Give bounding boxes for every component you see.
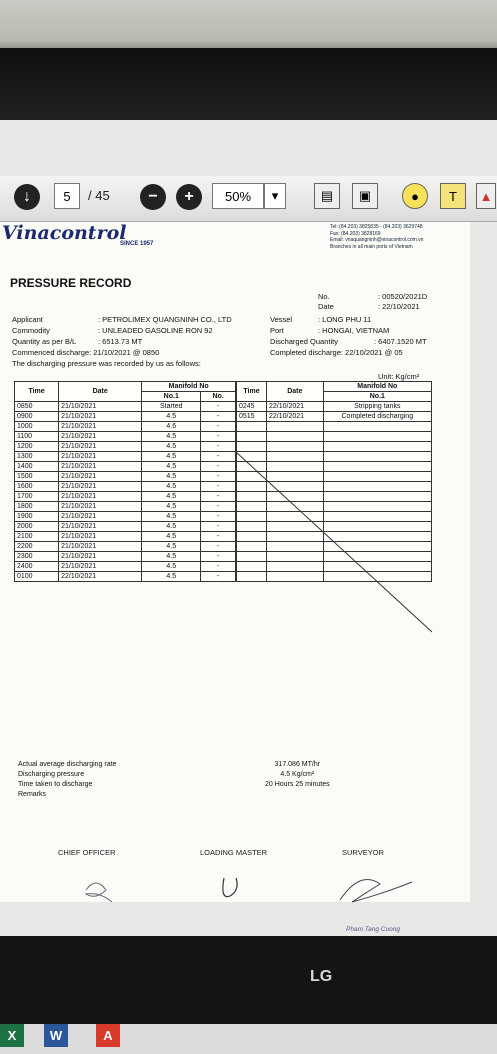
remarks-label: Remarks (18, 791, 47, 798)
document-title: PRESSURE RECORD (10, 276, 132, 290)
page-total: / 45 (88, 188, 110, 203)
table-cell: - (201, 442, 236, 452)
commodity-value: : UNLEADED GASOLINE RON 92 (98, 326, 213, 335)
no-value: : 00520/2021D (378, 292, 428, 301)
col-no1: No.1 (142, 392, 201, 402)
completed-discharge: Completed discharge: 22/10/2021 @ 05 (270, 348, 403, 357)
col-date-right: Date (267, 382, 324, 402)
table-cell: - (201, 522, 236, 532)
table-cell: 2200 (15, 542, 59, 552)
table-cell: 4.5 (142, 512, 201, 522)
summary-labels (18, 760, 116, 800)
table-cell: 21/10/2021 (59, 402, 142, 412)
table-cell: 1200 (15, 442, 59, 452)
table-row (15, 492, 236, 502)
table-cell (237, 432, 267, 442)
table-cell: 0900 (15, 412, 59, 422)
fit-width-icon[interactable]: ▣ (352, 183, 378, 209)
acrobat-icon[interactable]: A (96, 1023, 120, 1047)
typewriter-icon[interactable]: T (440, 183, 466, 209)
commenced-discharge: Commenced discharge: 21/10/2021 @ 0850 (12, 348, 160, 357)
chief-officer-label: CHIEF OFFICER (58, 848, 116, 857)
table-row (15, 482, 236, 492)
table-row (237, 422, 432, 432)
surveyor-label: SURVEYOR (342, 848, 384, 857)
table-row (15, 442, 236, 452)
table-cell: 21/10/2021 (59, 512, 142, 522)
table-row (237, 432, 432, 442)
table-cell: - (201, 502, 236, 512)
table-row (237, 402, 432, 412)
table-cell: 21/10/2021 (59, 412, 142, 422)
table-cell (323, 422, 431, 432)
table-cell: 22/10/2021 (267, 402, 324, 412)
comment-icon[interactable]: ● (402, 183, 428, 209)
table-cell: 4.5 (142, 502, 201, 512)
table-cell: 4.5 (142, 542, 201, 552)
table-cell (237, 422, 267, 432)
logo-since: SINCE 1957 (120, 241, 154, 247)
table-cell: - (201, 432, 236, 442)
col-no1-right: No.1 (323, 392, 431, 402)
discharged-label: Discharged Quantity (270, 337, 338, 346)
strike-line (236, 452, 432, 632)
table-cell: 0245 (237, 402, 267, 412)
vessel-value: : LONG PHU 11 (318, 315, 372, 324)
table-cell: 1300 (15, 452, 59, 462)
table-cell: 4.5 (142, 562, 201, 572)
table-row (15, 412, 236, 422)
table-cell: 21/10/2021 (59, 542, 142, 552)
table-cell: 1500 (15, 472, 59, 482)
table-cell: 2000 (15, 522, 59, 532)
table-cell: - (201, 542, 236, 552)
discharged-value: : 6407.1520 MT (374, 337, 427, 346)
quantity-label: Quantity as per B/L (12, 337, 77, 346)
table-cell: - (201, 472, 236, 482)
table-cell: 21/10/2021 (59, 432, 142, 442)
avg-rate-value: 317.086 MT/hr (274, 761, 321, 768)
applicant-value: : PETROLIMEX QUANGNINH CO., LTD (98, 315, 232, 324)
zoom-in-icon[interactable]: + (176, 184, 202, 210)
table-cell: 4.5 (142, 492, 201, 502)
col-time-right: Time (237, 382, 267, 402)
table-cell: - (201, 482, 236, 492)
table-cell: 21/10/2021 (59, 462, 142, 472)
fit-page-icon[interactable]: ▤ (314, 183, 340, 209)
col-manifold-right: Manifold No (323, 382, 431, 392)
table-cell (267, 422, 324, 432)
monitor-brand-logo: LG (310, 968, 333, 985)
contact-tel: Tel: (84.203) 3825835 - (84.203) 3629748 (330, 224, 423, 230)
avg-rate-label: Actual average discharging rate (18, 761, 117, 768)
table-cell: 0850 (15, 402, 59, 412)
table-cell: - (201, 422, 236, 432)
table-cell: 2300 (15, 552, 59, 562)
table-cell: 1400 (15, 462, 59, 472)
contact-fax: Fax: (84.203) 3828169 (330, 230, 381, 237)
monitor-bezel-top (0, 48, 497, 128)
table-row (15, 432, 236, 442)
table-cell (267, 442, 324, 452)
table-cell: 4.5 (142, 462, 201, 472)
table-cell: 4.5 (142, 552, 201, 562)
table-cell: - (201, 402, 236, 412)
table-cell: 21/10/2021 (59, 472, 142, 482)
vinacontrol-logo: Vinacontrol (2, 222, 127, 244)
table-row (15, 522, 236, 532)
contact-branches: Branches in all main ports of Vietnam (330, 243, 413, 250)
table-row (15, 472, 236, 482)
date-value: : 22/10/2021 (378, 302, 420, 311)
table-row (15, 572, 236, 582)
table-row (237, 442, 432, 452)
table-cell (323, 442, 431, 452)
table-cell: - (201, 532, 236, 542)
handwritten-signatures (70, 870, 430, 930)
table-cell: 4.5 (142, 572, 201, 582)
table-cell: Started (142, 402, 201, 412)
col-date: Date (59, 382, 142, 402)
table-cell: 4.5 (142, 532, 201, 542)
no-label: No. (318, 292, 330, 301)
col-manifold: Manifold No (142, 382, 236, 392)
table-cell: 21/10/2021 (59, 482, 142, 492)
zoom-level-select[interactable]: 50% (212, 183, 264, 209)
table-cell: Completed discharging (323, 412, 431, 422)
table-cell (237, 442, 267, 452)
table-cell: 22/10/2021 (59, 572, 142, 582)
table-cell: 21/10/2021 (59, 492, 142, 502)
table-cell: - (201, 562, 236, 572)
pdf-toolbar (0, 176, 497, 222)
table-cell: 4.5 (142, 432, 201, 442)
time-taken-label: Time taken to discharge (18, 781, 93, 788)
unit-label: Unit: Kg/cm² (378, 372, 420, 381)
zoom-out-icon[interactable]: − (140, 184, 166, 210)
letterhead-contact (330, 224, 423, 250)
table-cell: 1100 (15, 432, 59, 442)
table-cell: - (201, 462, 236, 472)
table-row (15, 402, 236, 412)
excel-icon[interactable]: X (0, 1023, 24, 1047)
table-row (15, 452, 236, 462)
table-cell: 1700 (15, 492, 59, 502)
table-cell: 4.5 (142, 412, 201, 422)
table-row (15, 552, 236, 562)
table-cell (323, 432, 431, 442)
table-cell (267, 432, 324, 442)
pressure-value: 4.5 Kg/cm² (280, 771, 315, 778)
table-cell: 4.5 (142, 442, 201, 452)
table-cell: - (201, 492, 236, 502)
table-row (15, 422, 236, 432)
summary-values (265, 760, 330, 790)
quantity-value: : 6513.73 MT (98, 337, 143, 346)
table-cell: - (201, 412, 236, 422)
col-time: Time (15, 382, 59, 402)
table-cell: 0100 (15, 572, 59, 582)
loading-master-label: LOADING MASTER (200, 848, 268, 857)
monitor-bezel-bottom (0, 936, 497, 1024)
port-value: : HONGAI, VIETNAM (318, 326, 390, 335)
statement: The discharging pressure was recorded by us as follows: (12, 359, 201, 368)
page-number-input[interactable]: 5 (54, 183, 80, 209)
word-icon[interactable]: W (44, 1023, 68, 1047)
table-cell: 21/10/2021 (59, 442, 142, 452)
col-no2: No. (201, 392, 236, 402)
table-cell: - (201, 572, 236, 582)
table-cell: 1900 (15, 512, 59, 522)
table-cell: 21/10/2021 (59, 552, 142, 562)
table-row (15, 462, 236, 472)
pressure-table-left (14, 381, 236, 582)
vessel-label: Vessel (270, 315, 293, 324)
table-cell: 4.6 (142, 422, 201, 432)
table-cell: Stripping tanks (323, 402, 431, 412)
table-cell: 4.5 (142, 482, 201, 492)
table-cell: 21/10/2021 (59, 522, 142, 532)
table-cell: - (201, 552, 236, 562)
table-row (15, 542, 236, 552)
table-row (15, 502, 236, 512)
table-row (15, 562, 236, 572)
table-cell: 21/10/2021 (59, 422, 142, 432)
table-cell: 2100 (15, 532, 59, 542)
table-cell: - (201, 512, 236, 522)
table-cell: 21/10/2021 (59, 562, 142, 572)
table-cell: 21/10/2021 (59, 452, 142, 462)
prev-page-icon[interactable]: ↓ (14, 184, 40, 210)
time-taken-value: 20 Hours 25 minutes (265, 781, 330, 788)
table-cell: 0515 (237, 412, 267, 422)
table-cell: 1000 (15, 422, 59, 432)
table-cell: 1600 (15, 482, 59, 492)
table-cell: 4.5 (142, 522, 201, 532)
signer-name-3: Pham Tang Cuong (346, 926, 400, 933)
table-cell: 2400 (15, 562, 59, 572)
zoom-dropdown-icon[interactable]: ▾ (264, 183, 286, 209)
table-cell: - (201, 452, 236, 462)
date-label: Date (318, 302, 334, 311)
table-row (15, 512, 236, 522)
table-cell: 1800 (15, 502, 59, 512)
markup-icon[interactable]: ▲ (476, 183, 496, 209)
commodity-label: Commodity (12, 326, 50, 335)
table-row (15, 532, 236, 542)
table-cell: 21/10/2021 (59, 502, 142, 512)
table-cell: 4.5 (142, 452, 201, 462)
contact-email: Email: vnaquangninh@vinacontrol.com.vn (330, 237, 424, 243)
pressure-label: Discharging pressure (18, 771, 85, 778)
port-label: Port (270, 326, 284, 335)
table-cell: 4.5 (142, 472, 201, 482)
pdf-page (0, 222, 470, 933)
applicant-label: Applicant (12, 315, 43, 324)
table-cell: 21/10/2021 (59, 532, 142, 542)
table-cell: 22/10/2021 (267, 412, 324, 422)
table-row (237, 412, 432, 422)
